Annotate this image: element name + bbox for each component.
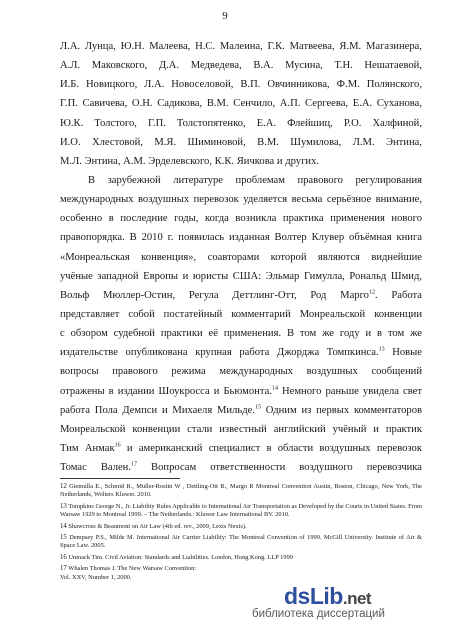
footnote-12 xyxy=(60,483,422,500)
footnote-number: 14 xyxy=(60,522,67,530)
body-line xyxy=(60,343,422,362)
footnote-14 xyxy=(60,523,422,531)
footnote-ref-12[interactable]: 12 xyxy=(368,289,375,296)
footnote-text: Whalen Thomas J. The New Warsaw Convention: xyxy=(68,565,197,573)
line-text: отражены в издании Шоукросса и Бьюмонта. xyxy=(60,385,272,397)
body-line xyxy=(60,382,422,401)
footnote-number: 13 xyxy=(60,502,67,510)
watermark[interactable] xyxy=(248,583,444,623)
body-line: правопорядка. В 2010 г. появилась изданная Волтер Клувер объёмная книга xyxy=(60,232,422,244)
footnote-ref-13[interactable]: 13 xyxy=(378,346,385,353)
body-line xyxy=(60,401,422,420)
footnote-ref-17[interactable]: 17 xyxy=(131,461,138,468)
body-line: «Монреальская конвенция», соавторами которой являются виднейшие xyxy=(60,251,422,263)
body-text xyxy=(60,37,422,477)
body-line xyxy=(60,439,422,458)
footnote-number: 15 xyxy=(60,534,67,542)
footnote-text: Shawcross & Beaumont on Air Law (4th ed. rev., 2009, Lexis Nexis). xyxy=(68,522,247,530)
line-text: Новые xyxy=(384,347,422,359)
body-line: представляет собой постатейный комментарий Монреальской конвенции xyxy=(60,308,422,320)
footnote-number: 12 xyxy=(60,483,67,490)
body-line: И.О. Хлестовой, М.Я. Шиминовой, В.М. Шумилова, Л.М. Энтина, xyxy=(60,136,422,148)
footnotes-section xyxy=(60,478,422,585)
body-line xyxy=(60,458,422,477)
body-line: Монреальской конвенции стали известный английский учёный и практик xyxy=(60,423,422,435)
footnote-number: 17 xyxy=(60,565,67,573)
body-line: Ю.К. Толстого, Г.П. Толстопятенко, Е.А. Флейшиц, Р.О. Халфиной, xyxy=(60,117,422,129)
footnote-text: Vol. XXV, Number 1, 2000. xyxy=(60,573,132,581)
line-text: работа Пола Демпси и Михаеля Мильде. xyxy=(60,404,255,416)
footnote-17 xyxy=(60,565,422,573)
body-line: В зарубежной литературе проблемам правового регулирования xyxy=(88,174,422,186)
footnote-text: Tompkins George N., Jr. Liability Rules Applicable to International Air Transportation as Developed by the Courts in United States. From Warsaw 1929 to Montreal 1999. – The Netherlands.: Kluwer Law International BV. 2010. xyxy=(60,502,423,519)
footnote-16 xyxy=(60,554,422,562)
logo-main: dsLib xyxy=(284,583,343,609)
body-line: с обзором судебной практики её применения. В том же году и в том же xyxy=(60,328,422,340)
line-text: Вопросам ответственности воздушного перевозчика xyxy=(137,462,422,474)
body-line: М.Л. Энтина, А.М. Эрделевского, К.К. Яичкова и других. xyxy=(60,155,320,167)
line-text: Томас Вален. xyxy=(60,462,132,474)
line-text: Немного раньше увидела свет xyxy=(277,385,422,397)
footnote-number: 16 xyxy=(60,553,67,561)
body-line: вопросы правового режима международных воздушных сообщений xyxy=(60,366,422,378)
line-text: Одним из первых комментаторов xyxy=(260,404,422,416)
dslib-logo[interactable] xyxy=(284,583,371,610)
line-text: Вольф Мюллер-Остин, Регула Деттлинг-Отт, Род Марго xyxy=(60,289,369,301)
line-text: . Работа xyxy=(374,289,422,301)
body-line: А.Л. Маковского, Д.А. Медведева, В.А. Мусина, Т.Н. Нешатаевой, xyxy=(60,60,422,72)
footnote-text: Dempsey P.S., Milde M. International Air Carrier Liability: The Montreal Convention of 1999. McGill University. Institute of Air & Space Law. 2005. xyxy=(60,534,422,550)
footnote-13 xyxy=(60,503,422,520)
watermark-subtitle: библиотека диссертаций xyxy=(252,608,385,620)
body-line: И.Б. Новицкого, Л.А. Новоселовой, В.П. Овчинникова, Ф.М. Полянского, xyxy=(60,79,422,91)
body-line: особенно в последние годы, когда возникла практика применения нового xyxy=(60,213,422,225)
logo-tld: .net xyxy=(342,589,372,608)
body-line: учёные западной Европы и юристы США: Эльмар Гимулла, Рональд Шмид, xyxy=(60,270,422,282)
body-line xyxy=(60,286,422,305)
footnote-17-cont xyxy=(60,574,422,582)
footnote-ref-15[interactable]: 15 xyxy=(254,404,261,411)
line-text: и американский специалист в области воздушных перевозок xyxy=(120,442,422,454)
footnote-ref-14[interactable]: 14 xyxy=(271,385,278,391)
line-text: Тим Анмак xyxy=(60,442,115,454)
footnote-text: Giemulla E., Schmid R., Muller-Rostin W , Dettling-Ott R., Margo R Montreal Convention Austin, Boston, Chicago, New York, The Netherlands, Wolters Kluwer. 2010. xyxy=(60,483,422,499)
body-line: Г.П. Савичева, О.Н. Садикова, В.М. Сенчило, А.П. Сергеева, Е.А. Суханова, xyxy=(60,98,422,110)
footnote-divider xyxy=(60,478,180,479)
footnote-15 xyxy=(60,534,422,551)
body-line: международных воздушных перевозок уделяется весьма серьёзное внимание, xyxy=(60,194,422,206)
line-text: издательстве опубликована крупная работа Джорджа Томпкинса. xyxy=(60,347,379,359)
body-line: Л.А. Лунца, Ю.Н. Малеева, Н.С. Малеина, Г.К. Матвеева, Я.М. Магазинера, xyxy=(60,41,422,52)
footnote-text: Unmack Tim. Civil Aviation: Standards and Liabilities. London, Hong Kong. LLP 1999 xyxy=(68,553,293,561)
footnote-ref-16[interactable]: 16 xyxy=(114,442,121,449)
page-number: 9 xyxy=(222,10,228,22)
